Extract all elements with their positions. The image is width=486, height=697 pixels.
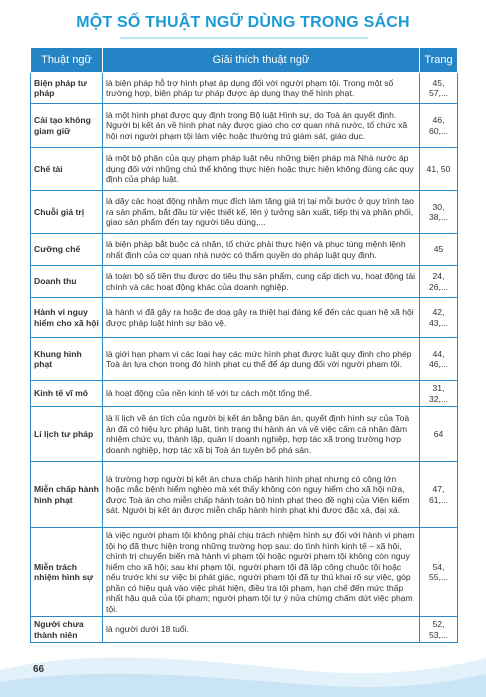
page-cell: 31, 32,...	[420, 381, 458, 407]
header-page: Trang	[420, 48, 458, 73]
definition-cell: là một bộ phận của quy phạm pháp luật nêu những biện pháp mà Nhà nước áp dụng đối với những chủ thể không thực hiện hoặc thực hiện không đúng các quy định của pháp luật.	[103, 148, 420, 191]
term-cell: Cải tạo không giam giữ	[31, 104, 103, 148]
definition-cell: là hành vi đã gây ra hoặc đe doạ gây ra thiệt hại đáng kể đến các quan hệ xã hội được pháp luật hình sự bảo vệ.	[103, 298, 420, 338]
definition-cell: là một hình phạt được quy định trong Bộ luật Hình sự, do Toà án quyết định. Người bị kết án về hình phạt này được giao cho cơ quan nhà nước, tổ chức xã hội nơi người phạm tội làm việc hoặc thường trú giám sát, giáo dục.	[103, 104, 420, 148]
page-cell: 47, 61,...	[420, 462, 458, 528]
definition-cell: là giới hạn phạm vi các loại hay các mức hình phạt được luật quy định cho phép Toà án lựa chọn trong đó hình phạt cụ thể để áp dụng đối với người phạm tội.	[103, 338, 420, 381]
table-row	[31, 528, 458, 617]
term-cell: Cưỡng chế	[31, 234, 103, 266]
table-header	[31, 48, 458, 73]
definition-cell: là hoạt động của nền kinh tế với tư cách một tổng thể.	[103, 381, 420, 407]
page-cell: 54, 55,...	[420, 528, 458, 617]
table-row	[31, 407, 458, 462]
footer-wave-decoration	[0, 630, 486, 697]
header-definition: Giải thích thuật ngữ	[103, 48, 420, 73]
table-row	[31, 148, 458, 191]
term-cell: Lí lịch tư pháp	[31, 407, 103, 462]
term-cell: Kinh tế vĩ mô	[31, 381, 103, 407]
term-cell: Hành vi nguy hiểm cho xã hội	[31, 298, 103, 338]
definition-cell: là toàn bộ số tiền thu được do tiêu thụ sản phẩm, cung cấp dịch vụ, hoạt động tài chính và các hoạt động khác của doanh nghiệp.	[103, 266, 420, 298]
definition-cell: là trường hợp người bị kết án chưa chấp hành hình phạt nhưng có công lớn hoặc mắc bệnh hiểm nghèo mà xét thấy không còn nguy hiểm cho xã hội nữa, được Toà án cho miễn chấp hành toàn bộ hình phạt theo đề nghị của Viện kiểm sát. Người bị kết án được miễn chấp hành hình phạt khi được đặc xá, đại xá.	[103, 462, 420, 528]
term-cell: Chuỗi giá trị	[31, 191, 103, 234]
page-cell: 52, 53,...	[420, 617, 458, 643]
table-row	[31, 266, 458, 298]
page-cell: 44, 46,...	[420, 338, 458, 381]
page-cell: 42, 43,...	[420, 298, 458, 338]
definition-cell: là biện pháp bắt buộc cá nhân, tổ chức phải thực hiện và phục tùng mệnh lệnh nhất định của cơ quan nhà nước có thẩm quyền do pháp luật quy định.	[103, 234, 420, 266]
table-row	[31, 298, 458, 338]
definition-cell: là việc người phạm tội không phải chịu trách nhiệm hình sự đối với hành vi phạm tội họ đã thực hiện trong những trường hợp sau: do tình hình kinh tế – xã hội, chính trị chuyển biến mà hành vi phạm tội hoặc người phạm tội không còn nguy hiểm cho xã hội; sau khi phạm tội, người phạm tội đã lập công chuộc tội hoặc nếu trước khi sự việc bị phát giác, người phạm tội đã tự thú khai rõ sự việc, góp phần có hiệu quả vào việc phát hiện, điều tra tội phạm, hạn chế đến mức thấp nhất hậu quả của tội phạm; người phạm tội tự ý nửa chừng chấm dứt việc phạm tội.	[103, 528, 420, 617]
term-cell: Biện pháp tư pháp	[31, 73, 103, 104]
term-cell: Chế tài	[31, 148, 103, 191]
definition-cell: là biện pháp hỗ trợ hình phạt áp dụng đối với người phạm tội. Trong một số trường hợp, biện pháp tư pháp được áp dụng thay thế hình phạt.	[103, 73, 420, 104]
page-cell: 24, 26,...	[420, 266, 458, 298]
term-cell: Khung hình phạt	[31, 338, 103, 381]
page-cell: 41, 50	[420, 148, 458, 191]
table-row	[31, 104, 458, 148]
table-row	[31, 234, 458, 266]
page-title: MỘT SỐ THUẬT NGỮ DÙNG TRONG SÁCH	[76, 14, 410, 31]
term-cell: Miễn trách nhiệm hình sự	[31, 528, 103, 617]
header-term: Thuật ngữ	[31, 48, 103, 73]
table-row	[31, 462, 458, 528]
table-row	[31, 338, 458, 381]
table-row	[31, 73, 458, 104]
title-underline	[120, 37, 368, 39]
definition-cell: là người dưới 18 tuổi.	[103, 617, 420, 643]
table-row	[31, 381, 458, 407]
page-cell: 45	[420, 234, 458, 266]
term-cell: Doanh thu	[31, 266, 103, 298]
page-number: 66	[33, 664, 45, 675]
page-cell: 64	[420, 407, 458, 462]
definition-cell: là dãy các hoạt động nhằm mục đích làm tăng giá trị tại mỗi bước ở quy trình tạo ra sản phẩm, bắt đầu từ việc thiết kế, lên ý tưởng sản xuất, tiếp thị và phân phối, giao sản phẩm đến tay người tiêu dùng,...	[103, 191, 420, 234]
page-cell: 46, 60,...	[420, 104, 458, 148]
definition-cell: là lí lịch về án tích của người bị kết án bằng bản án, quyết định hình sự của Toà án đã có hiệu lực pháp luật, tình trạng thi hành án và về việc cấm cá nhân đảm nhiệm chức vụ, thành lập, quản lí doanh nghiệp, hợp tác xã trong trường hợp doanh nghiệp, hợp tác xã bị Toà án tuyên bố phá sản.	[103, 407, 420, 462]
term-cell: Miễn chấp hành hình phạt	[31, 462, 103, 528]
page-cell: 30, 38,...	[420, 191, 458, 234]
glossary-table	[30, 47, 458, 643]
page-cell: 45, 57,...	[420, 73, 458, 104]
term-cell: Người chưa thành niên	[31, 617, 103, 643]
table-row	[31, 191, 458, 234]
